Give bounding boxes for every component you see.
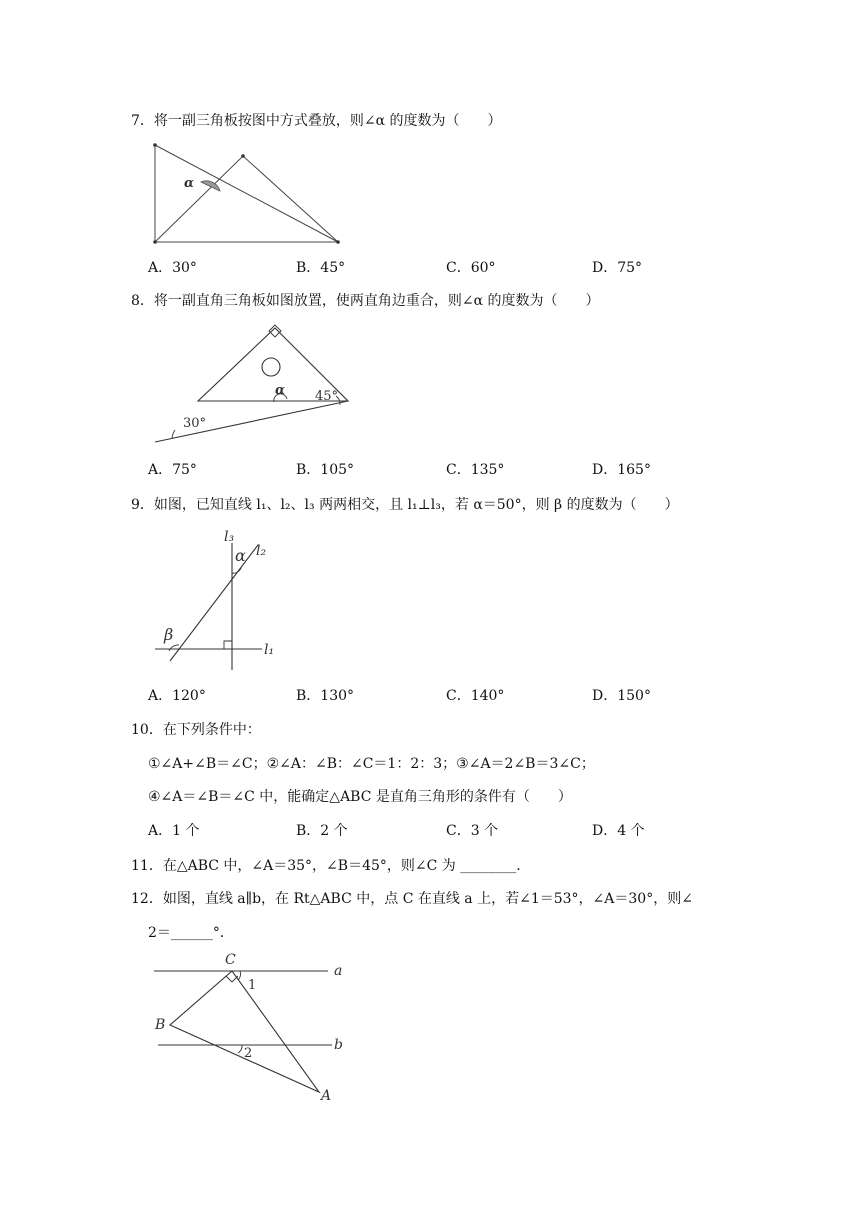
q8-hole-circle (262, 358, 280, 376)
q9-l2-label: l₂ (256, 543, 267, 559)
q10-option-a[interactable]: A．1 个 (148, 823, 200, 839)
q8-option-d[interactable]: D．165° (592, 462, 651, 478)
q10-option-d[interactable]: D．4 个 (592, 823, 645, 839)
q7-option-c[interactable]: C．60° (446, 260, 496, 276)
q8-45-label: 45° (315, 389, 339, 404)
q12-triangle-abc (170, 971, 319, 1092)
q7-triangle-45 (155, 156, 338, 242)
q7-angle-mark (201, 181, 220, 191)
q11-stem: 11．在△ABC 中，∠A＝35°，∠B＝45°，则∠C 为 ________. (131, 858, 521, 874)
q8-figure (150, 322, 355, 447)
q7-option-b[interactable]: B．45° (296, 260, 346, 276)
q7-option-a[interactable]: A．30° (148, 260, 197, 276)
q9-option-a[interactable]: A．120° (148, 688, 206, 704)
q9-option-b[interactable]: B．130° (296, 688, 355, 704)
q7-figure (150, 140, 350, 250)
q9-beta-label: β (164, 625, 174, 644)
q7-option-d[interactable]: D．75° (592, 260, 643, 276)
q8-alpha-label: α (275, 383, 286, 398)
q9-option-c[interactable]: C．140° (446, 688, 505, 704)
q7-stem: 7．将一副三角板按图中方式叠放，则∠α 的度数为（ ） (131, 113, 502, 129)
q12-figure (150, 950, 355, 1110)
q12-line-b-label: b (334, 1037, 343, 1053)
q8-30-label: 30° (183, 416, 207, 431)
q12-point-a: A (321, 1088, 332, 1104)
q9-l3-label: l₃ (224, 529, 235, 545)
q12-line-a-label: a (334, 963, 343, 979)
q9-alpha-label: α (235, 546, 246, 565)
q8-stem: 8．将一副直角三角板如图放置，使两直角边重合，则∠α 的度数为（ ） (131, 293, 600, 309)
q12-stem-continued: 2＝______°． (148, 925, 234, 941)
q8-option-b[interactable]: B．105° (296, 462, 355, 478)
q12-stem: 12．如图，直线 a∥b，在 Rt△ABC 中，点 C 在直线 a 上，若∠1＝53°，∠A＝30°，则∠ (131, 891, 693, 907)
q12-angle-2-label: 2 (244, 1046, 253, 1061)
q10-conditions-line1: ①∠A+∠B＝∠C；②∠A：∠B：∠C＝1：2：3；③∠A＝2∠B＝3∠C； (148, 756, 595, 772)
q12-point-c: C (225, 952, 236, 968)
q8-option-a[interactable]: A．75° (148, 462, 197, 478)
q10-conditions-line2: ④∠A＝∠B＝∠C 中，能确定△ABC 是直角三角形的条件有（ ） (148, 789, 572, 805)
q8-option-c[interactable]: C．135° (446, 462, 505, 478)
q9-l1-label: l₁ (264, 642, 275, 658)
q12-angle-1-label: 1 (248, 978, 257, 993)
q9-option-d[interactable]: D．150° (592, 688, 651, 704)
q9-figure (150, 525, 285, 675)
q9-stem: 9．如图，已知直线 l₁、l₂、l₃ 两两相交，且 l₁⊥l₃，若 α＝50°，则 β 的度数为（ ） (131, 497, 679, 513)
q10-option-b[interactable]: B．2 个 (296, 823, 348, 839)
q10-option-c[interactable]: C．3 个 (446, 823, 499, 839)
q10-stem: 10．在下列条件中： (131, 722, 261, 738)
q12-point-b: B (155, 1017, 166, 1033)
q9-right-angle-mark (224, 641, 232, 649)
q7-alpha-label: α (184, 176, 195, 191)
q8-right-angle-mark (269, 325, 281, 337)
